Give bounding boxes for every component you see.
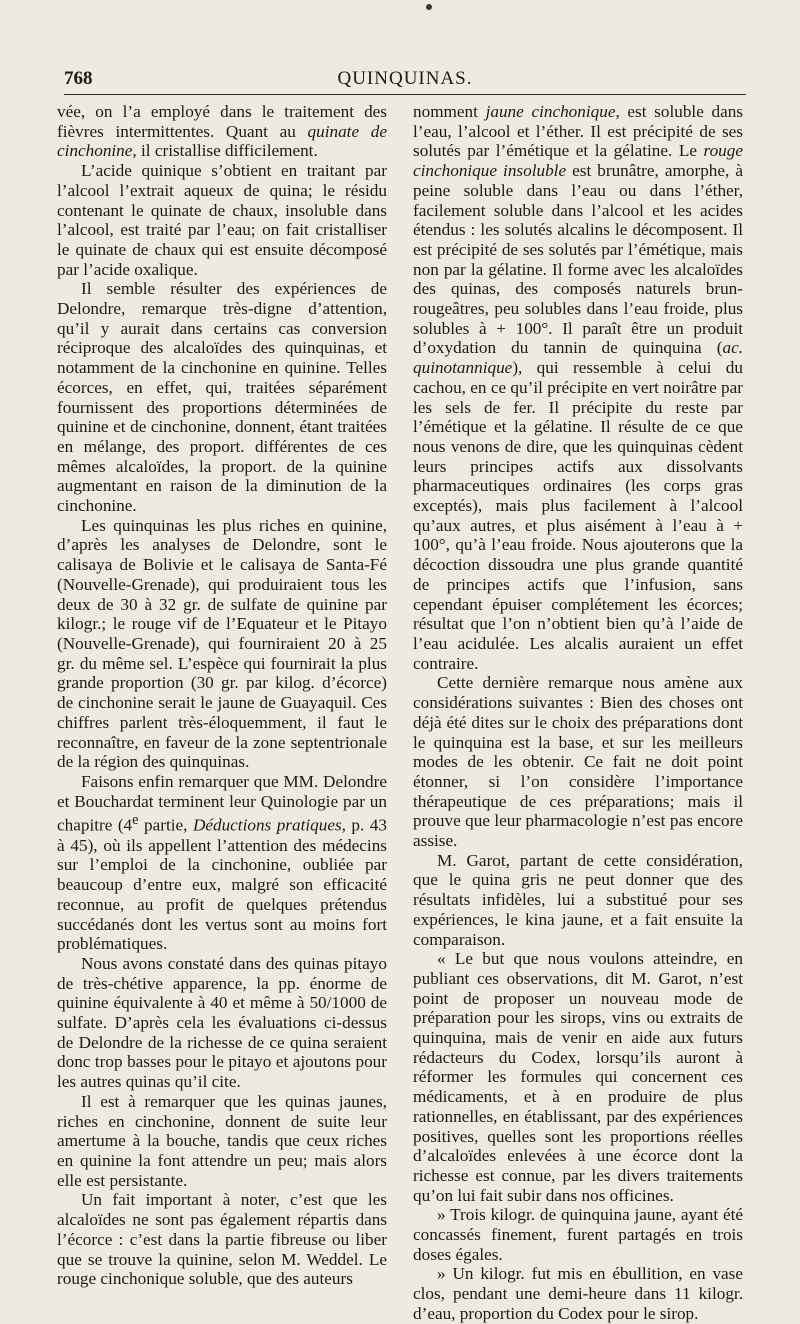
paragraph: M. Garot, partant de cette considération, que le quina gris ne peut donner que des résultats infidèles, lui a substitué pour ses expériences, le kina jaune, et a fait ensuite la comparaison. bbox=[413, 850, 743, 949]
left-column bbox=[57, 102, 387, 1289]
paragraph: Il semble résulter des expériences de Delondre, remarque très-digne d’attention, qu’il y aurait dans certains cas conversion réciproque des alcaloïdes des quinquinas, et notamment de la cinchonine en quinine. Telles écorces, en effet, qui, traitées séparément fournissent des proportions déterminées de quinine et de cinchonine, donnent, étant traitées en mélange, des proport. différentes de ces mêmes alcaloïdes, la proport. de la quinine augmentant en raison de la diminution de la cinchonine. bbox=[57, 279, 387, 516]
paragraph: Un fait important à noter, c’est que les alcaloïdes ne sont pas également répartis dans l’écorce : c’est dans la partie fibreuse ou liber que se trouve la quinine, selon M. Weddel. Le rouge cinchonique soluble, que des auteurs bbox=[57, 1190, 387, 1289]
paragraph: Nous avons constaté dans des quinas pitayo de très-chétive apparence, la pp. énorme de quinine équivalente à 40 et même à 50/1000 de sulfate. D’après cela les évaluations ci-dessus de Delondre de la richesse de ce quina seraient donc trop basses pour le pitayo et ajoutons pour les autres quinas qu’il cite. bbox=[57, 953, 387, 1092]
paragraph: » Trois kilogr. de quinquina jaune, ayant été concassés finement, furent partagés en trois doses égales. bbox=[413, 1205, 743, 1264]
paragraph: Les quinquinas les plus riches en quinine, d’après les analyses de Delondre, sont le calisaya de Bolivie et le calisaya de Santa-Fé (Nouvelle-Grenade), qui produiraient tous les deux de 30 à 32 gr. de sulfate de quinine par kilogr.; le rouge vif de l’Equateur et le Pitayo (Nouvelle-Grenade), qui fourniraient 20 à 25 gr. du même sel. L’espèce qui fournirait la plus grande proportion (30 gr. par kilog. d’écorce) de cinchonine serait le jaune de Guayaquil. Ces chiffres parlent très-éloquemment, il faut le reconnaître, en faveur de la zone septentrionale de la région des quinquinas. bbox=[57, 515, 387, 772]
paragraph: « Le but que nous voulons atteindre, en publiant ces observations, dit M. Garot, n’est point de proposer un nouveau mode de préparation pour les sirops, vins ou extraits de quinquina, mais de venir en aide aux futurs rédacteurs du Codex, lorsqu’ils auront à réformer les formules qui concernent ces médicaments, et à en produire de plus rationnelles, en établissant, par des expériences positives, quelles sont les proportions réelles d’alcaloïdes enlevées à une écorce dont la richesse est connue, par les divers traitements qu’on lui fait subir dans nos officines. bbox=[413, 949, 743, 1205]
paragraph: Faisons enfin remarquer que MM. Delondre et Bouchardat terminent leur Quinologie par un chapitre (4e partie, Déductions pratiques, p. 43 à 45), où ils appellent l’attention des médecins sur l’emploi de la cinchonine, oubliée par beaucoup d’entre eux, malgré son efficacité reconnue, au profit de quelques prétendus succédanés dont les vertus sont au moins fort problématiques. bbox=[57, 771, 387, 954]
paragraph: nomment jaune cinchonique, est soluble dans l’eau, l’alcool et l’éther. Il est précipité de ses solutés par l’émétique et la gélatine. Le rouge cinchonique insoluble est brunâtre, amorphe, à peine soluble dans l’eau ou dans l’éther, facilement soluble dans l’alcool et les acides étendus : les solutés alcalins le décomposent. Il est précipité de ses solutés par l’émétique, mais non par la gélatine. Il forme avec les alcaloïdes des quinas, des composés naturels brun-rougeâtres, peu solubles dans l’eau froide, plus solubles à + 100°. Il paraît être un produit d’oxydation du tannin de quinquina (ac. quinotannique), qui ressemble à celui du cachou, en ce qu’il précipite en vert noirâtre par les sels de fer. Il précipite du reste par l’émétique et la gélatine. Il résulte de ce que nous venons de dire, que les quinquinas cèdent leurs principes actifs aux dissolvants pharmaceutiques ordinaires (les corps gras exceptés), mais plus facilement à l’alcool qu’aux autres, et plus aisément à l’eau à + 100°, qu’à l’eau froide. Nous ajouterons que la décoction dissoudra une plus grande quantité de principes actifs que l’infusion, sans cependant épuiser complétement les écorces; résultat que l’on n’obtient bien qu’à l’aide de l’eau acidulée. Les alcalis auraient un effet contraire. bbox=[413, 102, 743, 673]
page-header bbox=[64, 66, 746, 95]
page-number: 768 bbox=[64, 68, 93, 89]
paragraph: L’acide quinique s’obtient en traitant par l’alcool l’extrait aqueux de quina; le résidu contenant le quinate de chaux, insoluble dans l’alcool, est traité par l’eau; on fait cristalliser le quinate de chaux qui est ensuite décomposé par l’acide oxalique. bbox=[57, 161, 387, 279]
ink-mark bbox=[426, 4, 432, 10]
running-title: QUINQUINAS. bbox=[337, 68, 473, 89]
paragraph: Il est à remarquer que les quinas jaunes, riches en cinchonine, donnent de suite leur amertume à la bouche, tandis que ceux riches en quinine la font attendre un peu; mais alors elle est persistante. bbox=[57, 1091, 387, 1190]
paragraph: » Un kilogr. fut mis en ébullition, en vase clos, pendant une demi-heure dans 11 kilogr. d’eau, proportion du Codex pour le sirop. bbox=[413, 1264, 743, 1323]
paragraph: vée, on l’a employé dans le traitement des fièvres intermittentes. Quant au quinate de cinchonine, il cristallise difficilement. bbox=[57, 102, 387, 161]
paragraph: Cette dernière remarque nous amène aux considérations suivantes : Bien des choses ont déjà été dites sur le choix des préparations dont le quinquina est la base, et sur les meilleurs modes de les obtenir. Ce fait ne doit point étonner, si l’on considère l’importance thérapeutique de ces préparations; mais il prouve que leur pharmacologie n’est pas encore assise. bbox=[413, 673, 743, 851]
right-column bbox=[413, 102, 743, 1324]
